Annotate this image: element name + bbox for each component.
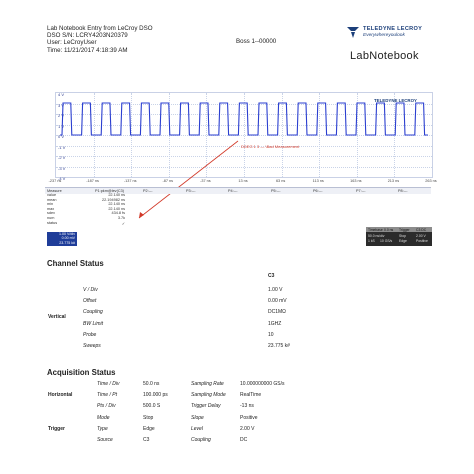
channel-column-header: C3 bbox=[268, 273, 275, 279]
channel-param-label: Coupling bbox=[83, 309, 103, 316]
c3-square-wave bbox=[60, 103, 428, 135]
acq-param-value: 50.0 ns bbox=[143, 381, 160, 387]
report-header bbox=[47, 25, 217, 54]
acq-param-label: Trigger Delay bbox=[191, 403, 221, 410]
y-tick-label: 0 V bbox=[58, 134, 65, 139]
acq-param-label: Sampling Rate bbox=[191, 381, 224, 387]
trigger-group-label: Trigger bbox=[48, 426, 65, 432]
y-tick-label: -1 V bbox=[58, 144, 66, 150]
x-tick-label: 263 ns bbox=[425, 179, 437, 183]
measure-value: 434.8 fs bbox=[111, 211, 125, 216]
acq-param-label: Pts / Div bbox=[97, 403, 116, 410]
tb-head-1: 0.0 ns bbox=[384, 227, 394, 232]
measure-strip-item: P3:--- bbox=[186, 188, 196, 193]
acq-param-value: Positive bbox=[240, 414, 258, 421]
annotation-arrow-head bbox=[139, 212, 144, 218]
channel-param-value: DC1MΩ bbox=[268, 309, 286, 316]
measure-strip-item: P7:--- bbox=[356, 188, 366, 193]
x-axis-labels bbox=[48, 179, 437, 187]
report-title: Lab Notebook Entry from LeCroy DSO bbox=[47, 25, 153, 32]
brand-name: TELEDYNE LECROY bbox=[363, 26, 423, 32]
tb-points: 1 kS bbox=[368, 239, 375, 243]
acq-param-value: -13 ns bbox=[240, 403, 254, 410]
measure-strip-item: P4:--- bbox=[228, 188, 238, 193]
tb-srate: 10 GS/s bbox=[380, 239, 393, 243]
measure-key: mean bbox=[47, 197, 57, 202]
tb-level: 2.00 V bbox=[416, 234, 426, 238]
measure-strip-item: P8:--- bbox=[398, 188, 408, 193]
x-tick-label: 213 ns bbox=[387, 179, 400, 183]
x-tick-label: -137 ns bbox=[123, 179, 137, 183]
acq-param-value: RealTime bbox=[240, 392, 262, 399]
teledyne-logo bbox=[345, 24, 440, 46]
labnotebook-label: LabNotebook bbox=[350, 50, 419, 62]
measure-row bbox=[45, 221, 125, 226]
x-tick-label: 163 ns bbox=[350, 179, 362, 183]
brand-tagline: Everywhereyoulook bbox=[363, 33, 405, 38]
measure-strip-item: P5:--- bbox=[271, 188, 281, 193]
acq-param-label: Mode bbox=[97, 414, 110, 421]
user-line: User: LeCroyUser bbox=[47, 39, 97, 47]
acquisition-status-title: Acquisition Status bbox=[47, 368, 116, 377]
time-line: Time: 11/21/2017 4:18:39 AM bbox=[47, 46, 128, 54]
acq-param-value: 2.00 V bbox=[240, 425, 255, 432]
tb-tdiv: 50.0 ns/div bbox=[368, 234, 385, 238]
channel-param-label: Offset bbox=[83, 298, 97, 305]
measure-key: status bbox=[47, 220, 58, 225]
acq-param-label: Type bbox=[97, 425, 108, 432]
x-tick-label: -87 ns bbox=[162, 179, 174, 183]
acq-param-value: 500.0 S bbox=[143, 403, 161, 410]
acq-param-label: Time / Pt bbox=[97, 392, 117, 399]
measure-key: max bbox=[47, 206, 55, 211]
y-tick-label: 4 V bbox=[58, 92, 65, 97]
acq-param-label: Level bbox=[191, 425, 203, 432]
channel-param-label: Sweeps bbox=[83, 343, 101, 349]
channel-param-value: 0.00 mV bbox=[268, 298, 287, 305]
acq-param-value: 10.000000000 GS/s bbox=[240, 381, 285, 387]
acq-param-label: Time / Div bbox=[97, 381, 120, 387]
x-tick-label: 113 ns bbox=[312, 179, 324, 183]
measure-value: 3.7k bbox=[117, 215, 125, 220]
y-tick-label: -4 V bbox=[58, 176, 66, 181]
measure-strip-item: Measure bbox=[47, 188, 62, 193]
x-tick-label: -237 ns bbox=[48, 179, 62, 183]
acq-param-value: 100.000 ps bbox=[143, 392, 168, 399]
acq-param-label: Slope bbox=[191, 414, 204, 421]
y-tick-label: -2 V bbox=[58, 155, 66, 160]
timebase-header bbox=[366, 227, 432, 232]
x-tick-label: -37 ns bbox=[200, 179, 211, 183]
c3-trace bbox=[56, 93, 432, 177]
measure-key: sdev bbox=[47, 211, 56, 216]
acq-param-value: C3 bbox=[143, 437, 150, 443]
acq-param-value: Stop bbox=[143, 414, 154, 421]
measure-value: 22.140 ns bbox=[108, 202, 125, 207]
channel-param-value: 1GHZ bbox=[268, 320, 282, 327]
y-tick-label: 1 V bbox=[58, 123, 65, 129]
acq-param-label: Coupling bbox=[191, 437, 211, 443]
horizontal-group-label: Horizontal bbox=[48, 392, 73, 398]
scope-logo: TELEDYNE LECROY bbox=[374, 98, 417, 103]
channel-param-value: 1.00 V bbox=[268, 287, 283, 293]
y-tick-label: 3 V bbox=[58, 102, 65, 108]
measure-table bbox=[45, 193, 125, 225]
measure-strip-item: P6:--- bbox=[313, 188, 323, 193]
c3-offset: 0.00 mV bbox=[61, 236, 75, 241]
measure-value: 22.140 ns bbox=[108, 206, 125, 211]
tb-slope: Positive bbox=[416, 239, 428, 243]
c3-channel-box[interactable] bbox=[47, 232, 77, 246]
vertical-group-label: Vertical bbox=[48, 314, 66, 320]
acq-param-label: Source bbox=[97, 437, 113, 443]
channel-param-value: 10 bbox=[268, 331, 274, 338]
measure-key: min bbox=[47, 202, 54, 207]
measure-key: num bbox=[47, 215, 55, 220]
tb-mode: Stop bbox=[399, 234, 406, 238]
channel-param-label: V / Div bbox=[83, 287, 98, 293]
y-tick-label: -3 V bbox=[58, 165, 66, 171]
tb-type: Edge bbox=[399, 239, 407, 243]
x-tick-label: -187 ns bbox=[86, 179, 99, 183]
teledyne-logo-icon bbox=[345, 24, 361, 40]
x-tick-label: 63 ns bbox=[275, 179, 286, 183]
x-tick-label: 13 ns bbox=[238, 179, 248, 183]
c3-vdiv: 1.00 V/div bbox=[59, 232, 75, 236]
measure-strip-item: P1:pkm@lev(C3) bbox=[95, 188, 124, 193]
channel-param-label: Probe bbox=[83, 331, 97, 338]
timebase-trigger-box[interactable] bbox=[366, 227, 432, 246]
measure-key: value bbox=[47, 193, 57, 197]
tb-head-3: C3 DC bbox=[416, 227, 427, 232]
acq-param-value: DC bbox=[240, 437, 248, 443]
channel-param-value: 23.775 k# bbox=[268, 343, 290, 349]
channel-status-title: Channel Status bbox=[47, 259, 104, 268]
header-center-label: Boss 1--00000 bbox=[236, 38, 277, 45]
measure-value: ✓ bbox=[121, 221, 125, 226]
acq-param-label: Sampling Mode bbox=[191, 392, 226, 399]
c3-sweeps: 23.775 k# bbox=[59, 240, 75, 245]
channel-param-label: BW Limit bbox=[83, 320, 103, 327]
measure-value: 22.194982 ns bbox=[101, 197, 125, 202]
acq-param-value: Edge bbox=[143, 425, 155, 432]
measurement-annotation: DDEG 1 3 — \Bad Measurement bbox=[241, 144, 300, 149]
measure-strip-item: P2:--- bbox=[143, 188, 153, 193]
tb-head-2: Trigger bbox=[399, 227, 410, 232]
y-tick-label: 2 V bbox=[58, 113, 65, 118]
measure-value: 22.140 ns bbox=[108, 193, 125, 197]
tb-head-0: Timebase bbox=[368, 227, 383, 232]
dso-serial: DSO S/N: LCRY4203N20379 bbox=[47, 32, 128, 40]
